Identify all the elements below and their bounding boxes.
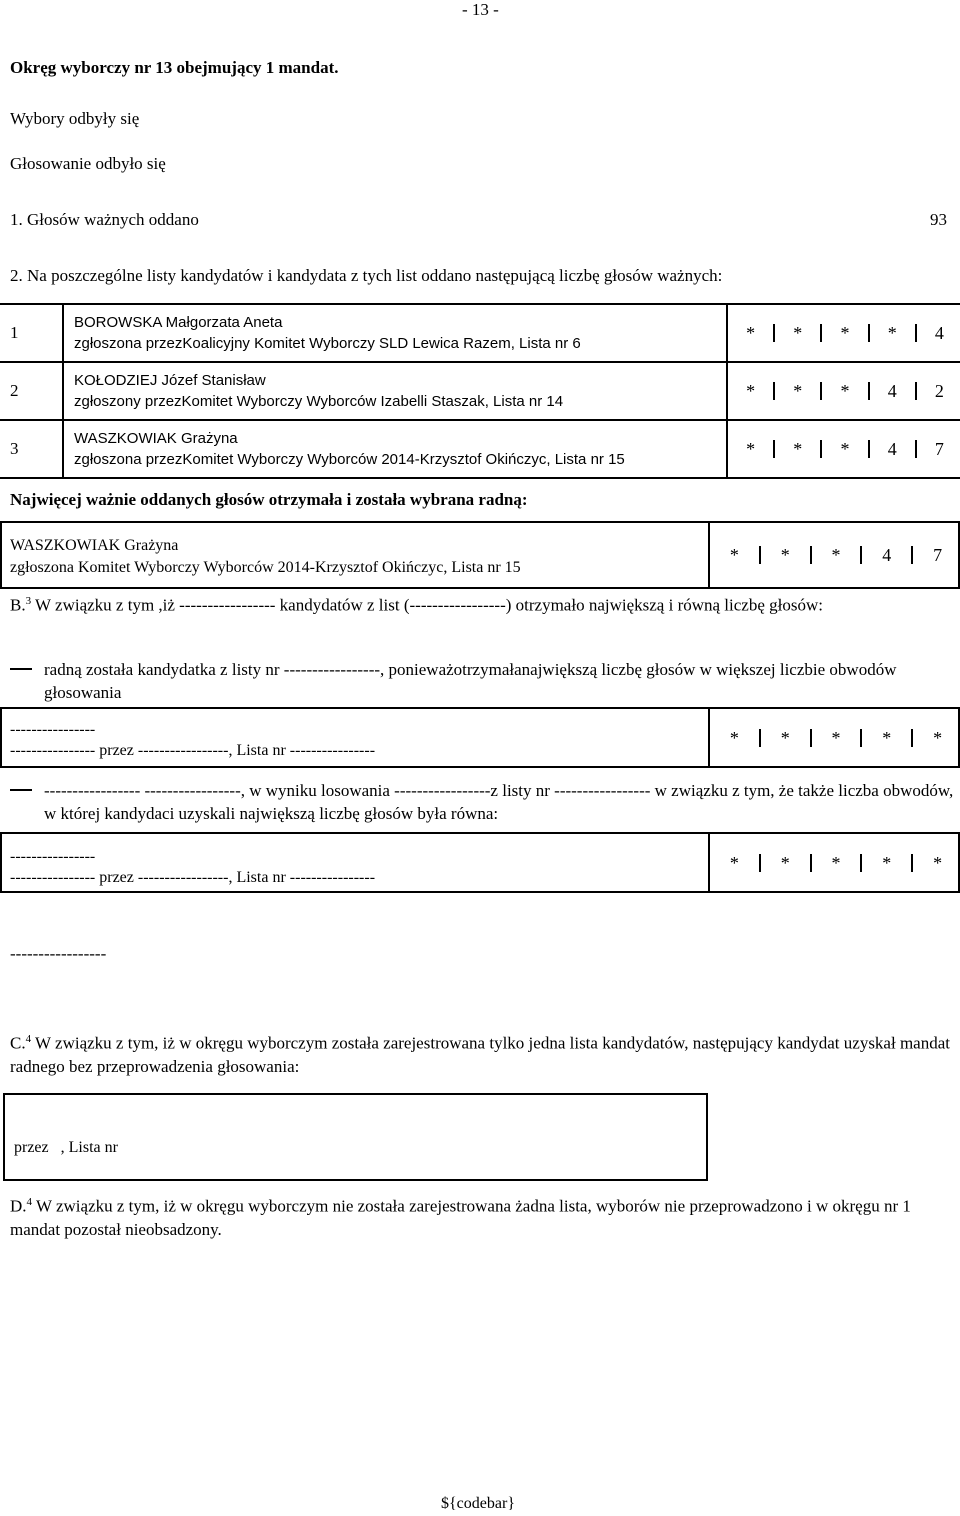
district-title: Okręg wyborczy nr 13 obejmujący 1 mandat.: [10, 58, 339, 77]
candidate-votes: [727, 304, 960, 362]
section-c-box-text: przez , Lista nr: [14, 1139, 118, 1156]
candidate-name: WASZKOWIAK Grażyna: [74, 430, 238, 447]
vote-digit: 7: [911, 546, 960, 564]
box1-line1: ----------------: [10, 721, 96, 738]
vote-digit: *: [759, 729, 810, 747]
vote-digit: *: [860, 729, 911, 747]
candidate-submitted: zgłoszony przezKomitet Wyborczy Wyborców Izabelli Staszak, Lista nr 14: [74, 393, 564, 410]
box1-votes: [708, 709, 960, 766]
box2-votes: [708, 834, 960, 891]
elected-info: [10, 535, 521, 579]
section-d-text: [10, 1191, 950, 1241]
section-b-box2: [0, 832, 960, 893]
box1-line2: ---------------- przez -----------------, Lista nr ----------------: [10, 742, 376, 759]
voting-held: Głosowanie odbyło się: [10, 154, 166, 173]
vote-digit: *: [810, 546, 861, 564]
vote-digit: *: [810, 854, 861, 872]
elected-submitted: zgłoszona Komitet Wyborczy Wyborców 2014-Krzysztof Okińczyc, Lista nr 15: [10, 559, 521, 576]
dash-bullet: [10, 668, 32, 670]
vote-digit: 4: [915, 324, 960, 342]
vote-digit: *: [746, 439, 756, 459]
box2-line1: ----------------: [10, 848, 96, 865]
candidate-row: [0, 304, 960, 362]
vote-digit: *: [860, 854, 911, 872]
elections-held: Wybory odbyły się: [10, 109, 140, 128]
section-b-bullet2: ----------------- -----------------, w wyniku losowania -----------------z listy nr ----------------- w związku z tym, że także liczba obwodów, w której kandydaci uzyskali największą liczbę głosów była równa:: [44, 781, 954, 823]
section-d-label: D.: [10, 1196, 27, 1216]
box1-text: [10, 719, 375, 761]
vote-digit: 4: [868, 382, 915, 400]
elected-heading: Najwięcej ważnie oddanych głosów otrzymała i została wybrana radną:: [10, 490, 528, 509]
elected-votes: [708, 523, 960, 587]
candidate-cell: [63, 362, 727, 420]
section-c-text: [10, 1028, 950, 1078]
vote-digit: *: [773, 440, 820, 458]
vote-digit: *: [820, 324, 867, 342]
section-b-text: [10, 590, 950, 617]
section-b-body: W związku z tym ,iż ----------------- kandydatów z list (-----------------) otrzymało największą i równą liczbę głosów:: [35, 595, 823, 615]
trailing-dashes: -----------------: [10, 944, 107, 963]
elected-name: WASZKOWIAK Grażyna: [10, 537, 179, 554]
vote-digit: *: [746, 323, 756, 343]
candidate-submitted: zgłoszona przezKomitet Wyborczy Wyborców 2014-Krzysztof Okińczyc, Lista nr 15: [74, 451, 625, 468]
candidates-table: [0, 303, 960, 479]
elected-box: [0, 521, 960, 589]
lists-intro: 2. Na poszczególne listy kandydatów i kandydata z tych list oddano następującą liczbę głosów ważnych:: [10, 266, 723, 285]
vote-digit: *: [773, 324, 820, 342]
footer-codebar: ${codebar}: [441, 1495, 515, 1512]
candidate-number: 1: [0, 304, 63, 362]
vote-digit: *: [773, 382, 820, 400]
candidate-row: [0, 420, 960, 478]
section-d-body: W związku z tym, iż w okręgu wyborczym nie została zarejestrowana żadna lista, wyborów nie przeprowadzono i w okręgu nr 1 mandat pozostał nieobsadzony.: [10, 1196, 911, 1239]
candidate-submitted: zgłoszona przezKoalicyjny Komitet Wyborczy SLD Lewica Razem, Lista nr 6: [74, 335, 581, 352]
box2-line2: ---------------- przez -----------------, Lista nr ----------------: [10, 869, 376, 886]
vote-digit: *: [820, 382, 867, 400]
vote-digit: *: [729, 545, 739, 565]
section-b-bullet1: radną została kandydatka z listy nr -----------------, ponieważotrzymałanajwiększą liczbę głosów w większej liczbie obwodów głosowania: [44, 660, 897, 702]
vote-digit: *: [911, 854, 960, 872]
section-c-body: W związku z tym, iż w okręgu wyborczym została zarejestrowana tylko jedna lista kandydatów, następujący kandydat uzyskał mandat radnego bez przeprowadzenia głosowania:: [10, 1033, 950, 1076]
vote-digit: *: [868, 324, 915, 342]
vote-digit: *: [746, 381, 756, 401]
page-number: - 13 -: [462, 0, 499, 19]
section-c-box: [3, 1093, 708, 1181]
candidate-cell: [63, 304, 727, 362]
valid-votes-value: 93: [930, 210, 947, 229]
candidate-number: 3: [0, 420, 63, 478]
vote-digit: *: [759, 854, 810, 872]
section-b-label: B.: [10, 595, 26, 615]
vote-digit: 2: [915, 382, 960, 400]
valid-votes-label: 1. Głosów ważnych oddano: [10, 210, 199, 229]
vote-digit: *: [759, 546, 810, 564]
box2-text: [10, 846, 375, 888]
vote-digit: 7: [915, 440, 960, 458]
dash-bullet: [10, 789, 32, 791]
vote-digit: *: [810, 729, 861, 747]
vote-digit: *: [729, 727, 739, 748]
vote-digit: 4: [860, 546, 911, 564]
candidate-number: 2: [0, 362, 63, 420]
candidate-cell: [63, 420, 727, 478]
vote-digit: *: [911, 729, 960, 747]
section-b-box1: [0, 707, 960, 768]
vote-digit: *: [729, 852, 739, 873]
footnote-ref: 3: [25, 595, 32, 607]
vote-digit: 4: [868, 440, 915, 458]
vote-digit: *: [820, 440, 867, 458]
candidate-votes: [727, 420, 960, 478]
footnote-ref: 4: [26, 1196, 33, 1208]
section-c-label: C.: [10, 1033, 26, 1053]
candidate-votes: [727, 362, 960, 420]
candidate-name: BOROWSKA Małgorzata Aneta: [74, 314, 283, 331]
candidate-name: KOŁODZIEJ Józef Stanisław: [74, 372, 266, 389]
footnote-ref: 4: [25, 1033, 32, 1045]
candidate-row: [0, 362, 960, 420]
